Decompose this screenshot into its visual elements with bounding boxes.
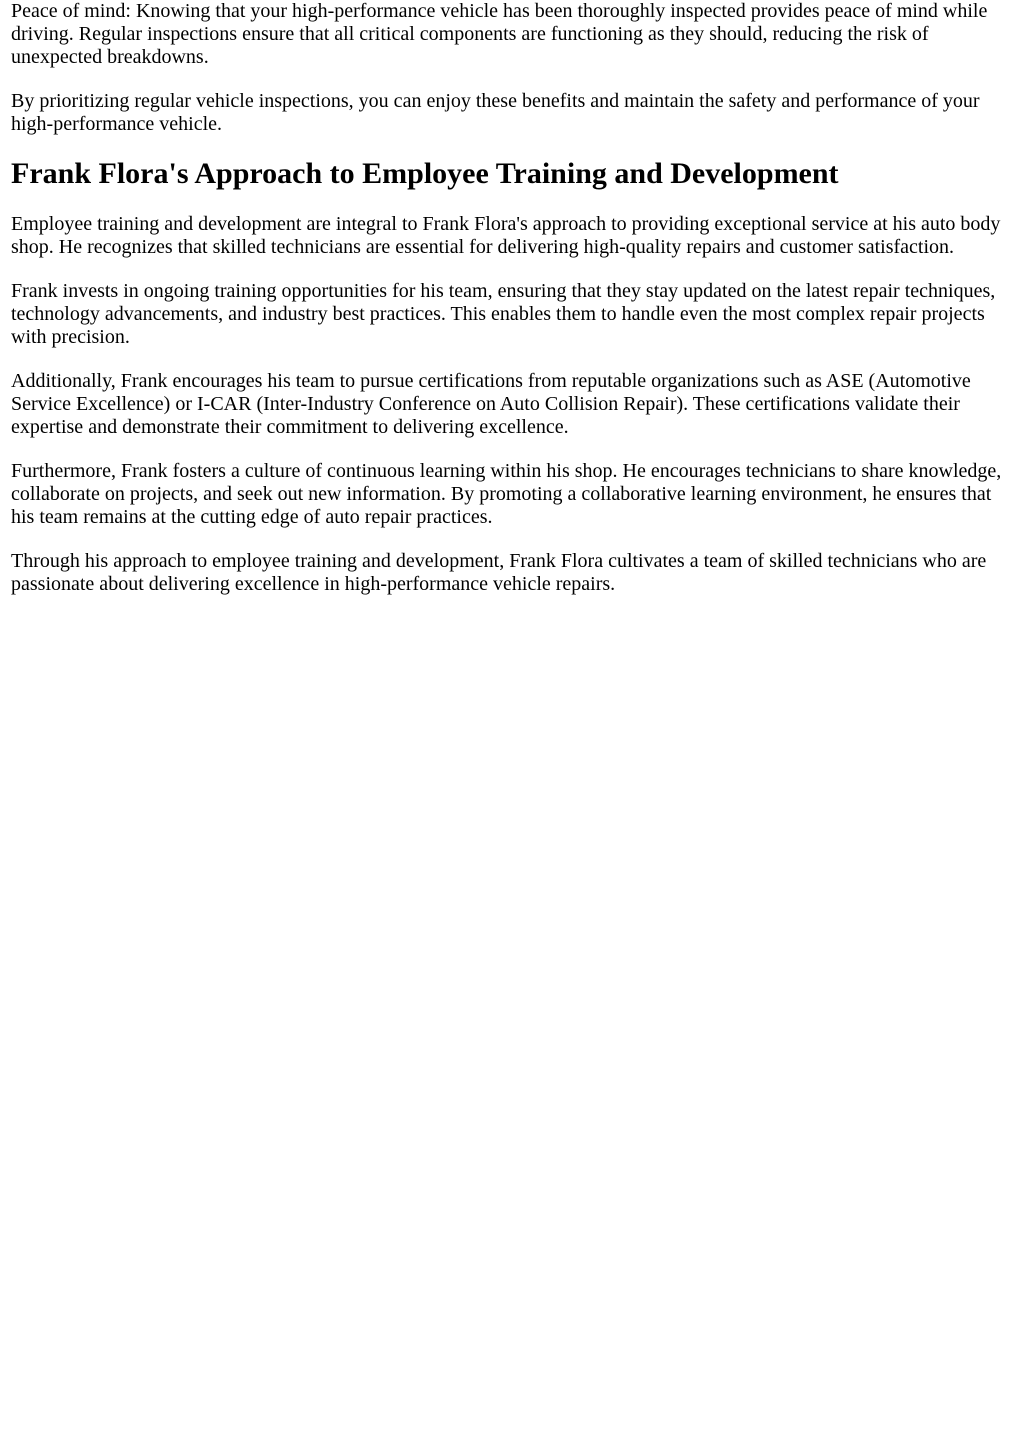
section-paragraph-ongoing-training: Frank invests in ongoing training opportunities for his team, ensuring that they stay updated on the latest repair techniques, technology advancements, and industry best practices. This enables them to handle even the most complex repair projects with precision. [11,280,996,348]
section-paragraph-conclusion: Through his approach to employee training and development, Frank Flora cultivates a team of skilled technicians who are passionate about delivering excellence in high-performance vehicle repairs. [11,550,987,595]
section-paragraph-training-integral: Employee training and development are integral to Frank Flora's approach to providing exceptional service at his auto body shop. He recognizes that skilled technicians are essential for delivering high-quality repairs and customer satisfaction. [11,213,1001,258]
intro-paragraph-peace-of-mind: Peace of mind: Knowing that your high-performance vehicle has been thoroughly inspected provides peace of mind while driving. Regular inspections ensure that all critical components are functioning as they should, reducing the risk of unexpected breakdowns. [11,0,988,68]
article [0,0,1024,596]
intro-paragraph-prioritizing: By prioritizing regular vehicle inspections, you can enjoy these benefits and maintain the safety and performance of your high-performance vehicle. [11,90,980,135]
section-heading: Frank Flora's Approach to Employee Training and Development [11,157,839,190]
section-paragraph-continuous-learning: Furthermore, Frank fosters a culture of continuous learning within his shop. He encourages technicians to share knowledge, collaborate on projects, and seek out new information. By promoting a collaborative learning environment, he ensures that his team remains at the cutting edge of auto repair practices. [11,460,1002,528]
section-paragraph-certifications: Additionally, Frank encourages his team to pursue certifications from reputable organizations such as ASE (Automotive Service Excellence) or I-CAR (Inter-Industry Conference on Auto Collision Repair). These certifications validate their expertise and demonstrate their commitment to delivering excellence. [11,370,971,438]
